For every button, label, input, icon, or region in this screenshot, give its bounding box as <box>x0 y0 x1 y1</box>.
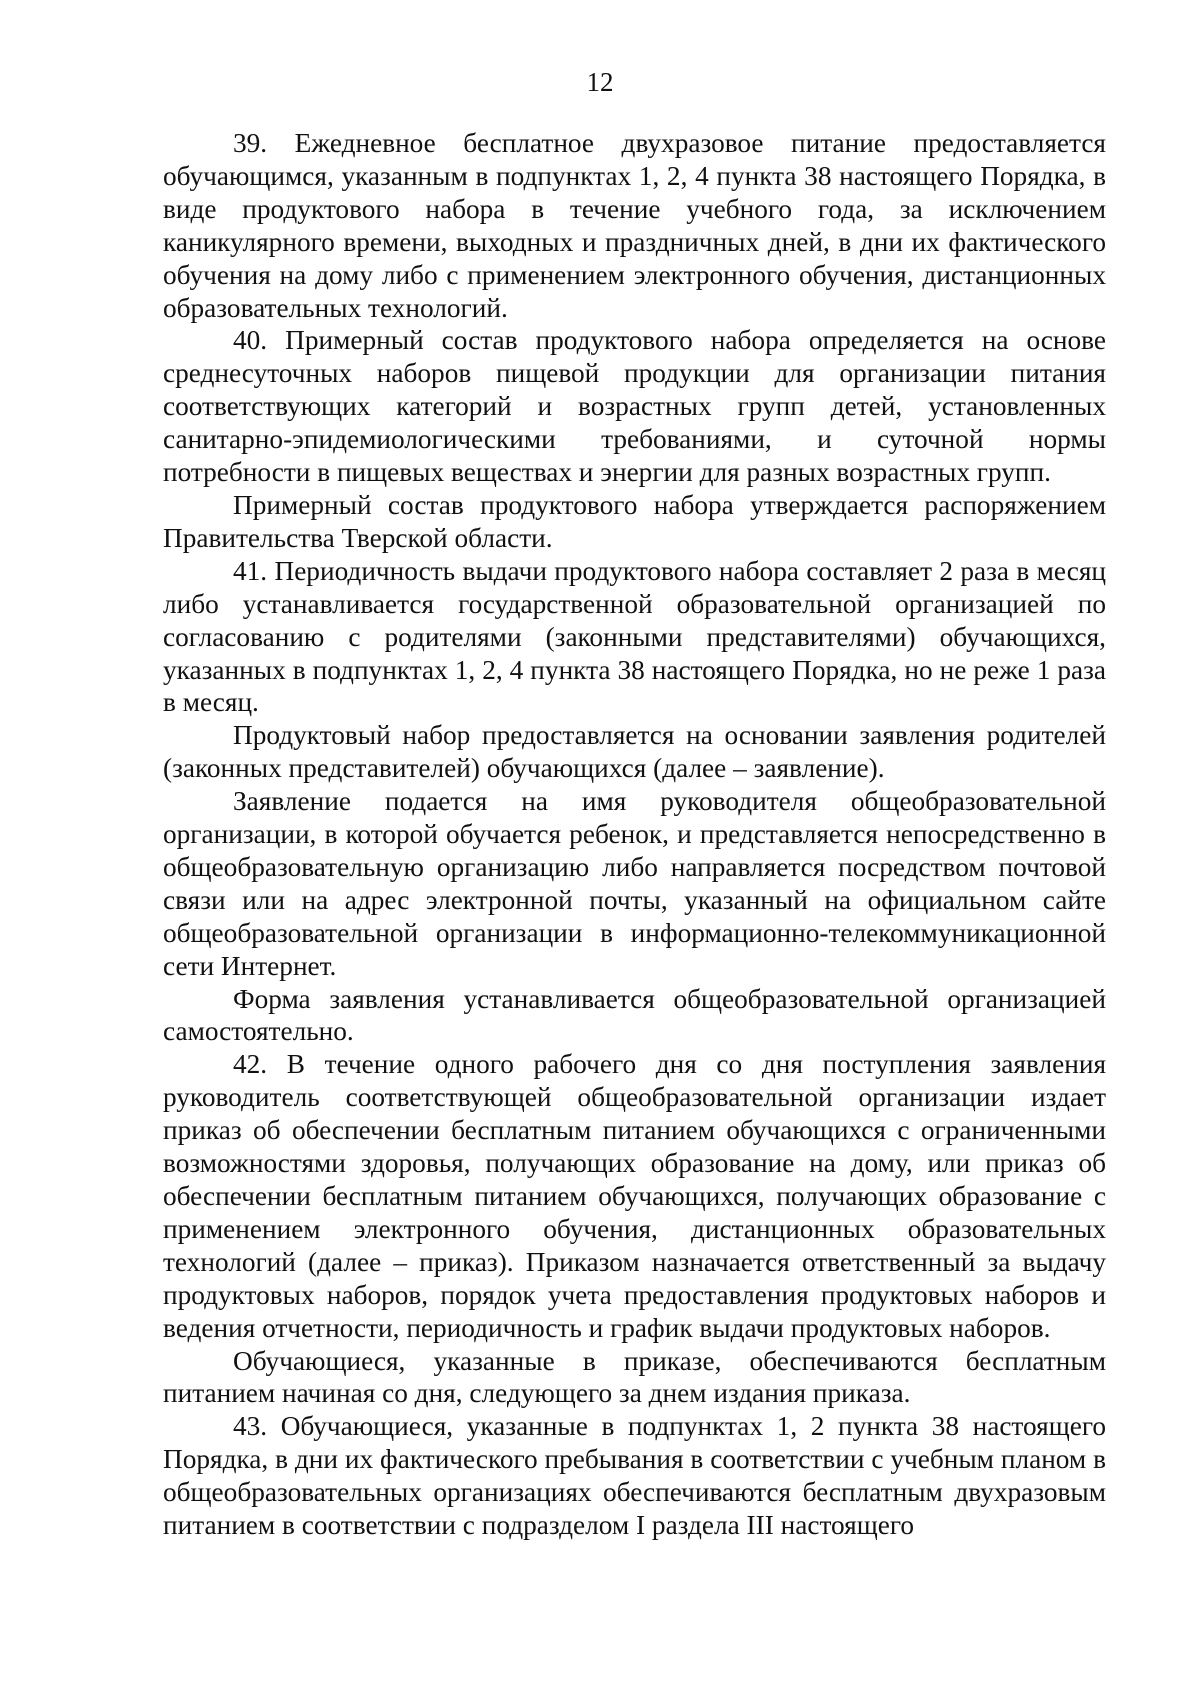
paragraph-41: 41. Периодичность выдачи продуктового набора составляет 2 раза в месяц либо устанавливается государственной образовательной организацией по согласованию с родителями (законными представителями) обучающихся, указанных в подпунктах 1, 2, 4 пункта 38 настоящего Порядка, но не реже 1 раза в месяц. <box>163 555 1106 718</box>
paragraph-40: 40. Примерный состав продуктового набора определяется на основе среднесуточных наборов пищевой продукции для организации питания соответствующих категорий и возрастных групп детей, установленных санитарно-эпидемиологическими требованиями, и суточной нормы потребности в пищевых веществах и энергии для разных возрастных групп. <box>163 325 1106 488</box>
page-number: 12 <box>586 67 614 97</box>
paragraph-41-basis: Продуктовый набор предоставляется на основании заявления родителей (законных представителей) обучающихся (далее – заявление). <box>163 720 1106 784</box>
document-body <box>163 127 1106 1542</box>
paragraph-40-approval: Примерный состав продуктового набора утверждается распоряжением Правительства Тверской области. <box>163 489 1106 553</box>
paragraph-41-submission: Заявление подается на имя руководителя общеобразовательной организации, в которой обучается ребенок, и представляется непосредственно в общеобразовательную организацию либо направляется посредством почтовой связи или на адрес электронной почты, указанный на официальном сайте общеобразовательной организации в информационно-телекоммуникационной сети Интернет. <box>163 786 1106 981</box>
paragraph-39: 39. Ежедневное бесплатное двухразовое питание предоставляется обучающимся, указанным в подпунктах 1, 2, 4 пункта 38 настоящего Порядка, в виде продуктового набора в течение учебного года, за исключением каникулярного времени, выходных и праздничных дней, в дни их фактического обучения на дому либо с применением электронного обучения, дистанционных образовательных технологий. <box>163 128 1106 323</box>
paragraph-42-effective: Обучающиеся, указанные в приказе, обеспечиваются бесплатным питанием начиная со дня, следующего за днем издания приказа. <box>163 1345 1106 1409</box>
paragraph-42: 42. В течение одного рабочего дня со дня поступления заявления руководитель соответствующей общеобразовательной организации издает приказ об обеспечении бесплатным питанием обучающихся с ограниченными возможностями здоровья, получающих образование на дому, или приказ об обеспечении бесплатным питанием обучающихся, получающих образование с применением электронного обучения, дистанционных образовательных технологий (далее – приказ). Приказом назначается ответственный за выдачу продуктовых наборов, порядок учета предоставления продуктовых наборов и ведения отчетности, периодичность и график выдачи продуктовых наборов. <box>163 1049 1106 1343</box>
paragraph-41-form: Форма заявления устанавливается общеобразовательной организацией самостоятельно. <box>163 983 1106 1047</box>
paragraph-43: 43. Обучающиеся, указанные в подпунктах 1, 2 пункта 38 настоящего Порядка, в дни их фактического пребывания в соответствии с учебным планом в общеобразовательных организациях обеспечиваются бесплатным двухразовым питанием в соответствии с подразделом I раздела III настоящего <box>163 1411 1106 1541</box>
